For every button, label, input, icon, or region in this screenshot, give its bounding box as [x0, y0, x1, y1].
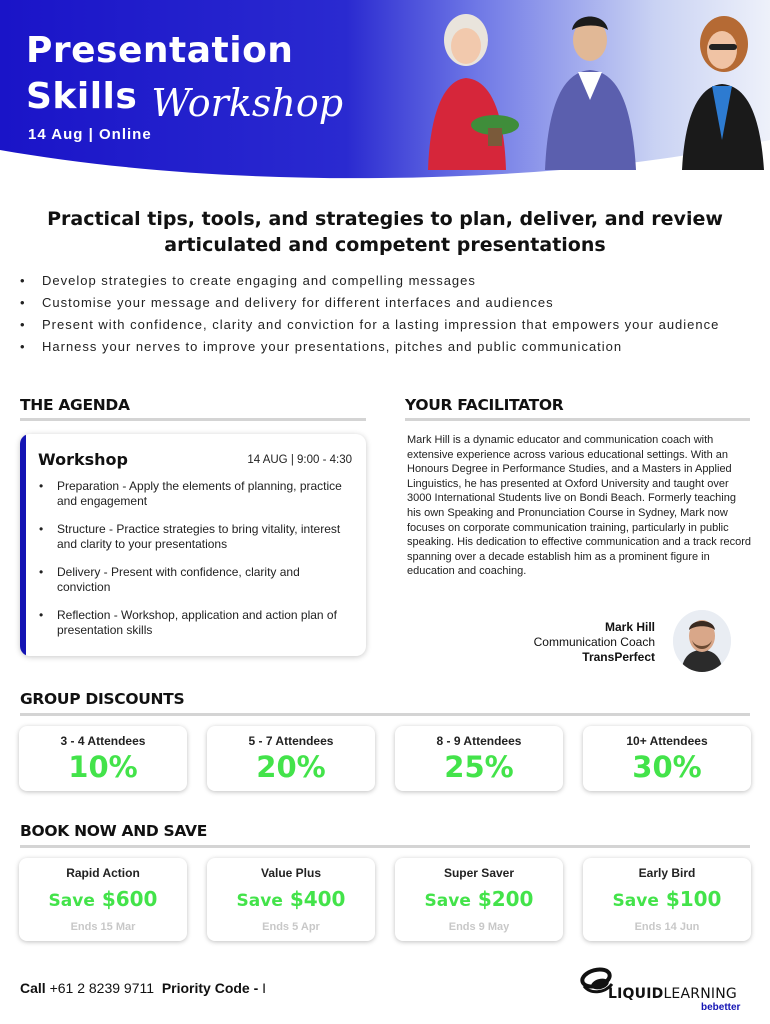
- headline: Practical tips, tools, and strategies to plan, deliver, and review articulated and competent presentations: [47, 208, 723, 256]
- facilitator-avatar: [673, 610, 731, 672]
- booking-saving: [207, 887, 375, 911]
- booking-card: [19, 858, 187, 941]
- discount-card: [19, 726, 187, 791]
- facilitator-name: Mark Hill: [604, 620, 655, 634]
- booking-saving: [395, 887, 563, 911]
- agenda-card: [20, 434, 366, 656]
- booking-heading: BOOK NOW AND SAVE: [20, 822, 208, 840]
- benefits-list: [20, 274, 750, 362]
- contact-line: [20, 980, 266, 996]
- booking-label: Rapid Action: [66, 866, 140, 880]
- discount-value: 30%: [632, 750, 702, 784]
- booking-save-word: Save: [424, 891, 471, 911]
- phone-number[interactable]: +61 2 8239 9711: [49, 980, 155, 996]
- call-label: Call: [20, 980, 46, 996]
- booking-save-word: Save: [236, 891, 283, 911]
- facilitator-org: TransPerfect: [582, 650, 655, 664]
- booking-ends: Ends 9 May: [448, 921, 510, 933]
- booking-card: [207, 858, 375, 941]
- booking-amount: $400: [289, 887, 346, 911]
- hero-title: [26, 28, 344, 125]
- booking-divider: [20, 845, 750, 848]
- benefit-item: • Harness your nerves to improve your presentations, pitches and public communication: [20, 340, 750, 353]
- facilitator-bio: Mark Hill is a dynamic educator and communication coach with extensive experience across various educational settings. With an Honours Degree in Performance Studies, and a Masters in Applied Linguistics, he has presented at Oxford University and taught over 3000 International Students live on Bondi Beach. Formerly teaching his own Speaking and Pronunciation Course in Sydney, Mark now focuses on corporate communication training, particularly in public speaking. His dedication to effective communication and a track record spanning over a decade establish him as a prominent figure in education and coaching.: [407, 434, 752, 578]
- discount-card: [207, 726, 375, 791]
- workshop-photo: [400, 0, 770, 170]
- booking-label: Super Saver: [443, 866, 515, 880]
- discount-card: [395, 726, 563, 791]
- booking-card: [395, 858, 563, 941]
- agenda-accent-bar: [20, 434, 26, 656]
- booking-ends: Ends 14 Jun: [634, 921, 700, 933]
- benefit-item: • Develop strategies to create engaging and compelling messages: [20, 274, 750, 287]
- discount-label: 5 - 7 Attendees: [248, 734, 334, 748]
- agenda-divider: [20, 418, 366, 421]
- booking-amount: $600: [101, 887, 158, 911]
- discount-card: [583, 726, 751, 791]
- booking-saving: [19, 887, 187, 911]
- hero-banner: [0, 0, 770, 190]
- logo-text-bold: LIQUID: [608, 986, 664, 1002]
- facilitator-portrait-icon: [673, 610, 731, 672]
- discount-label: 8 - 9 Attendees: [436, 734, 522, 748]
- facilitator-heading: YOUR FACILITATOR: [405, 396, 564, 414]
- booking-label: Early Bird: [638, 866, 696, 880]
- hero-title-line2: Skills: [26, 76, 138, 117]
- discount-value: 25%: [444, 750, 514, 784]
- discounts-heading: GROUP DISCOUNTS: [20, 690, 185, 708]
- booking-amount: $100: [665, 887, 722, 911]
- logo-tagline: bebetter: [701, 1002, 741, 1013]
- agenda-item: • Structure - Practice strategies to bring vitality, interest and clarity to your presentations: [38, 522, 356, 552]
- agenda-item: • Reflection - Workshop, application and action plan of presentation skills: [38, 608, 356, 638]
- hero-title-script: Workshop: [151, 81, 344, 125]
- booking-saving: [583, 887, 751, 911]
- benefit-item: • Present with confidence, clarity and conviction for a lasting impression that empowers your audience: [20, 318, 750, 331]
- booking-ends: Ends 15 Mar: [70, 921, 136, 933]
- benefit-item: • Customise your message and delivery for different interfaces and audiences: [20, 296, 750, 309]
- hero-date: 14 Aug | Online: [28, 126, 152, 143]
- facilitator-signature: [534, 620, 655, 665]
- agenda-heading: THE AGENDA: [20, 396, 130, 414]
- discounts-divider: [20, 713, 750, 716]
- logo-text-light: LEARNING: [663, 986, 737, 1002]
- agenda-time: 14 AUG | 9:00 - 4:30: [247, 454, 352, 466]
- logo-wordmark: [608, 986, 737, 1002]
- agenda-item: • Preparation - Apply the elements of planning, practice and engagement: [38, 479, 356, 509]
- agenda-list: [38, 479, 356, 651]
- agenda-title: Workshop: [38, 450, 128, 469]
- booking-card: [583, 858, 751, 941]
- facilitator-divider: [405, 418, 750, 421]
- booking-label: Value Plus: [260, 866, 322, 880]
- booking-save-word: Save: [48, 891, 95, 911]
- booking-save-word: Save: [612, 891, 659, 911]
- facilitator-role: Communication Coach: [533, 635, 655, 649]
- priority-label: Priority Code -: [161, 980, 259, 996]
- discount-value: 20%: [256, 750, 326, 784]
- booking-amount: $200: [477, 887, 534, 911]
- discount-label: 3 - 4 Attendees: [60, 734, 146, 748]
- agenda-item: • Delivery - Present with confidence, clarity and conviction: [38, 565, 356, 595]
- hero-title-line1: Presentation: [26, 30, 294, 71]
- discount-value: 10%: [68, 750, 138, 784]
- priority-code: I: [262, 980, 267, 996]
- discount-label: 10+ Attendees: [626, 734, 708, 748]
- booking-ends: Ends 5 Apr: [262, 921, 320, 933]
